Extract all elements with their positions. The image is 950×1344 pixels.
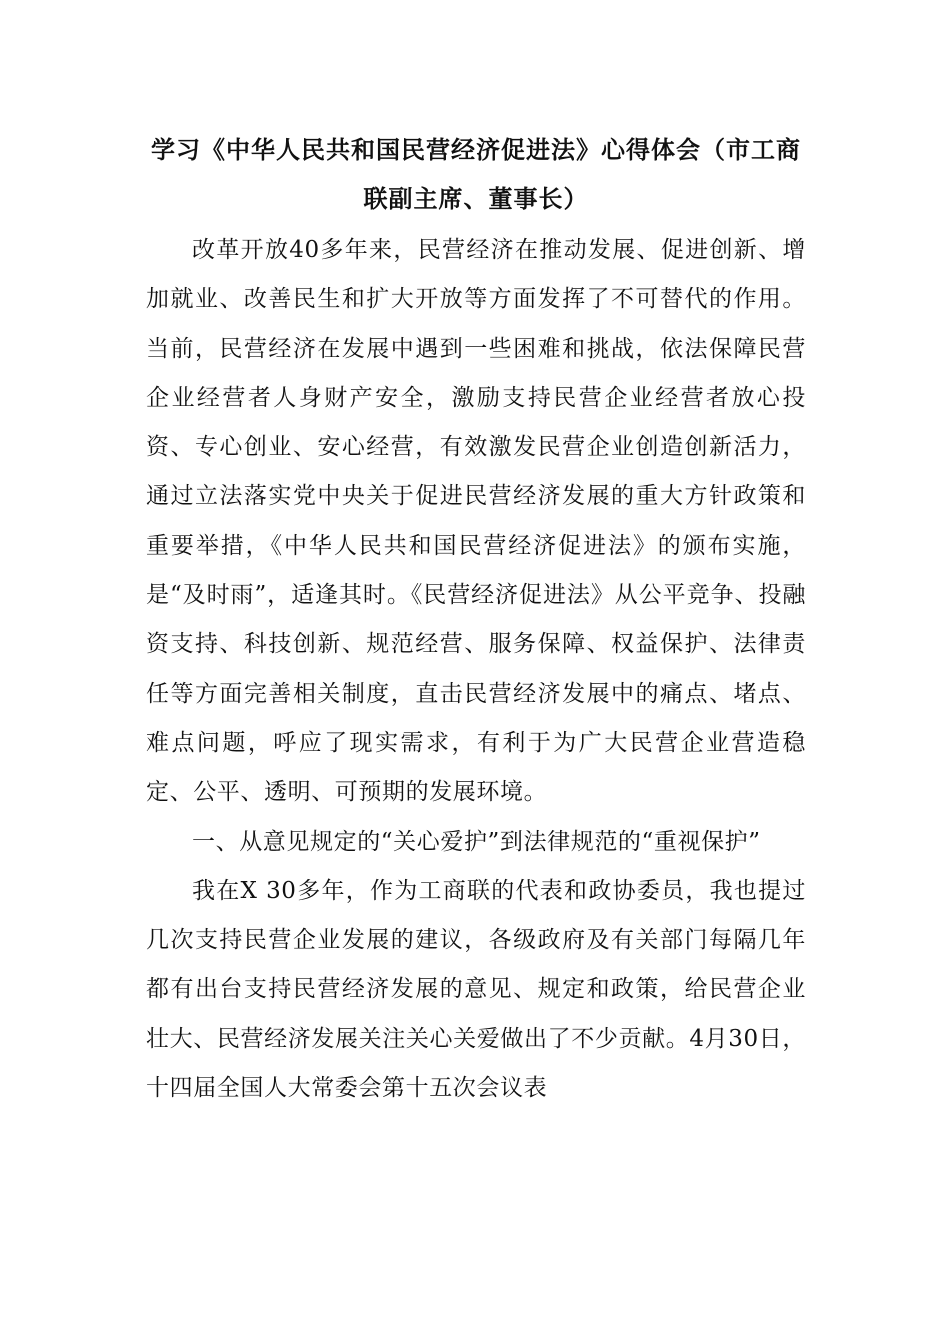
section-heading-one: 一、从意见规定的“关心爱护”到法律规范的“重视保护”	[192, 828, 761, 855]
document-body	[146, 125, 806, 1113]
document-title: 学习《中华人民共和国民营经济促进法》心得体会（市工商联副主席、董事长）	[151, 135, 801, 213]
body-paragraph-intro: 改革开放40多年来，民营经济在推动发展、促进创新、增加就业、改善民生和扩大开放等方面发挥了不可替代的作用。当前，民营经济在发展中遇到一些困难和挑战，依法保障民营企业经营者人身财产安全，激励支持民营企业经营者放心投资、专心创业、安心经营，有效激发民营企业创造创新活力，通过立法落实党中央关于促进民营经济发展的重大方针政策和重要举措，《中华人民共和国民营经济促进法》的颁布实施，是“及时雨”，适逢其时。《民营经济促进法》从公平竞争、投融资支持、科技创新、规范经营、服务保障、权益保护、法律责任等方面完善相关制度，直击民营经济发展中的痛点、堵点、难点问题，呼应了现实需求，有利于为广大民营企业营造稳定、公平、透明、可预期的发展环境。	[146, 237, 806, 806]
body-paragraph-section-one: 我在X 30多年，作为工商联的代表和政协委员，我也提过几次支持民营企业发展的建议，各级政府及有关部门每隔几年都有出台支持民营经济发展的意见、规定和政策，给民营企业壮大、民营经济发展关注关心关爱做出了不少贡献。4月30日，十四届全国人大常委会第十五次会议表	[146, 877, 806, 1102]
